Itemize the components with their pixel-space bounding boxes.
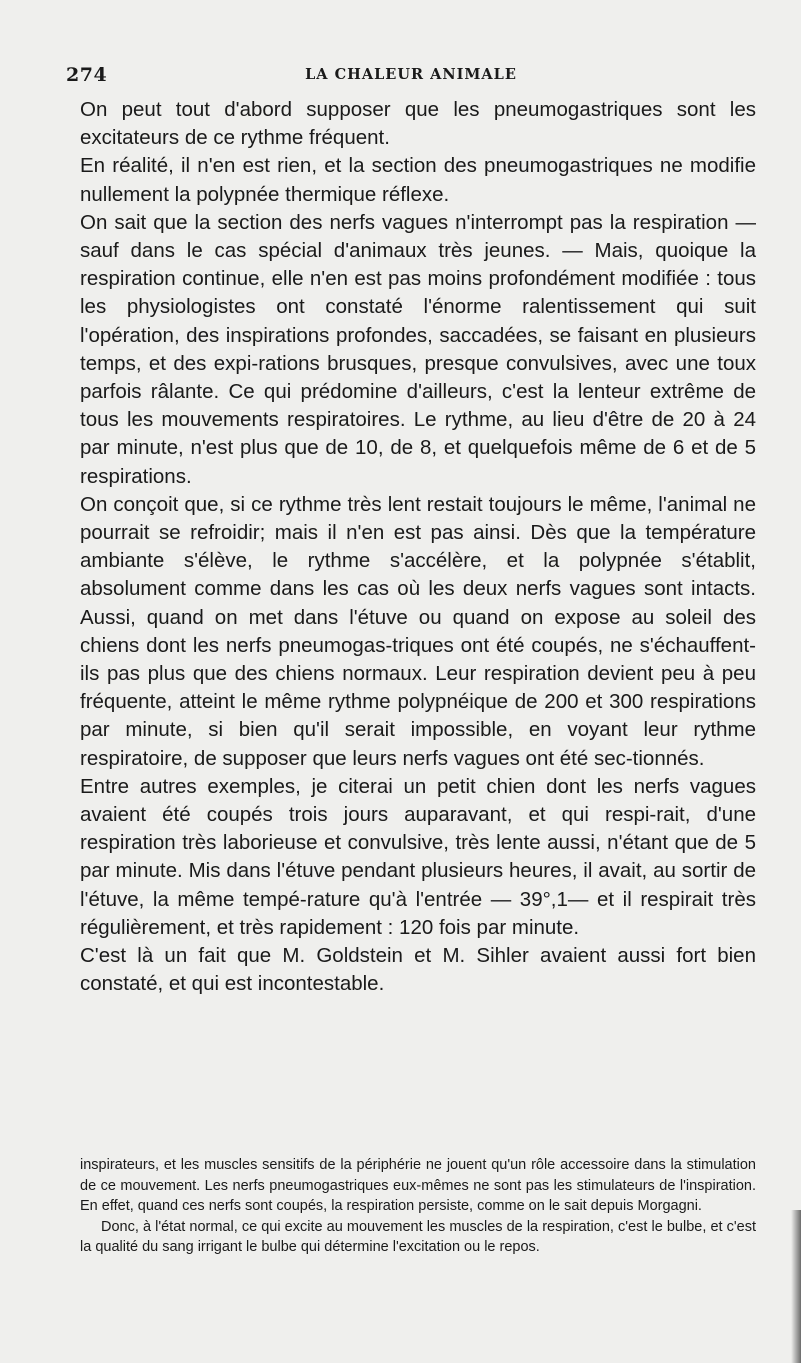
running-head (66, 64, 756, 86)
body-paragraph: On sait que la section des nerfs vagues n'interrompt pas la respiration — sauf dans le cas spécial d'animaux très jeunes. — Mais, quoique la respiration continue, elle n'en est pas moins profondément modifiée : tous les physiologistes ont constaté l'énorme ralentissement qui suit l'opération, des inspirations profondes, saccadées, se faisant en plusieurs temps, et des expi-rations brusques, presque convulsives, avec une toux parfois râlante. Ce qui prédomine d'ailleurs, c'est la lenteur extrême de tous les mouvements respiratoires. Le rythme, au lieu d'être de 20 à 24 par minute, n'est plus que de 10, de 8, et quelquefois même de 6 et de 5 respirations. (80, 210, 756, 488)
body-paragraph: C'est là un fait que M. Goldstein et M. Sihler avaient aussi fort bien constaté, et qui est incontestable. (80, 944, 756, 996)
footnote (80, 1155, 756, 1258)
body-paragraph: On conçoit que, si ce rythme très lent restait toujours le même, l'animal ne pourrait se refroidir; mais il n'en est pas ainsi. Dès que la température ambiante s'élève, le rythme s'accélère, et la polypnée s'établit, absolument comme dans les cas où les deux nerfs vagues sont intacts. Aussi, quand on met dans l'étuve ou quand on expose au soleil des chiens dont les nerfs pneumogas-triques ont été coupés, ne s'échauffent-ils pas plus que des chiens normaux. Leur respiration devient peu à peu fréquente, atteint le même rythme polypnéique de 200 et 300 respirations par minute, si bien qu'il serait impossible, en voyant leur rythme respiratoire, de supposer que leurs nerfs vagues ont été sec-tionnés. (80, 492, 756, 770)
page-edge-shadow (791, 1210, 801, 1363)
body-paragraph: Entre autres exemples, je citerai un petit chien dont les nerfs vagues avaient été coupés trois jours auparavant, et qui respi-rait, d'une respiration très laborieuse et convulsive, très lente aussi, n'étant que de 5 par minute. Mis dans l'étuve pendant plusieurs heures, il avait, au sortir de l'étuve, la même tempé-rature qu'à l'entrée — 39°,1— et il respirait très régulièrement, et très rapidement : 120 fois par minute. (80, 774, 756, 939)
running-title: LA CHALEUR ANIMALE (305, 66, 517, 83)
page-number: 274 (66, 64, 108, 86)
body-paragraph: On peut tout d'abord supposer que les pneumogastriques sont les excitateurs de ce rythme fréquent. (80, 98, 756, 150)
footnote-paragraph: Donc, à l'état normal, ce qui excite au mouvement les muscles de la respiration, c'est le bulbe, et c'est la qualité du sang irrigant le bulbe qui détermine l'excitation ou le repos. (80, 1218, 756, 1256)
body-paragraph: En réalité, il n'en est rien, et la section des pneumogastriques ne modifie nullement la polypnée thermique réflexe. (80, 154, 756, 206)
body-text (80, 96, 756, 999)
footnote-paragraph: inspirateurs, et les muscles sensitifs de la périphérie ne jouent qu'un rôle accessoire dans la stimulation de ce mouvement. Les nerfs pneumogastriques eux-mêmes ne sont pas les stimulateurs de l'inspiration. En effet, quand ces nerfs sont coupés, la respiration persiste, comme on le sait depuis Morgagni. (80, 1157, 756, 1215)
